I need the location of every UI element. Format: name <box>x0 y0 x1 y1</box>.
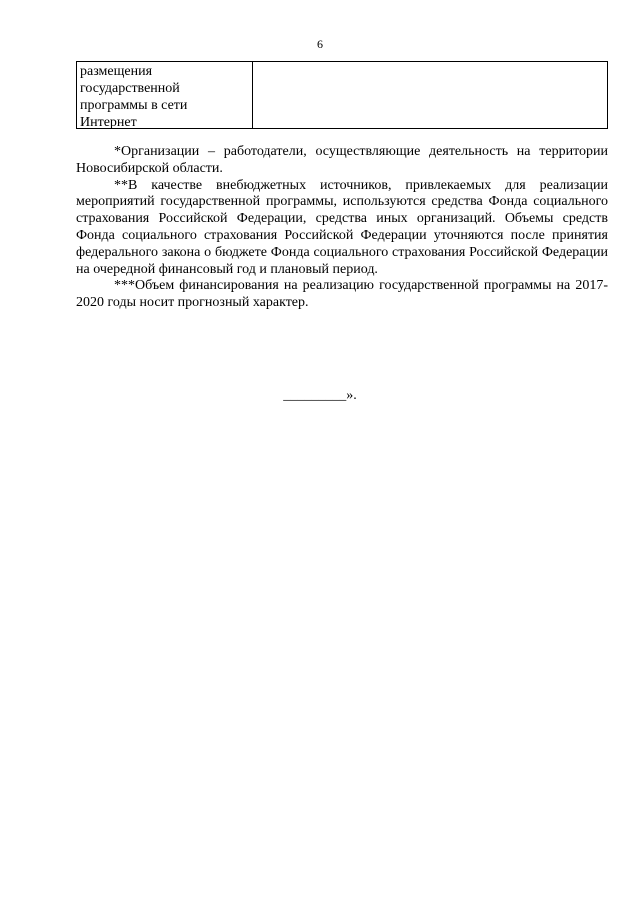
closing-line: _________». <box>283 388 357 403</box>
table-cell-line: размещения <box>80 64 153 79</box>
program-table-fragment <box>76 61 608 129</box>
page-number: 6 <box>317 37 323 51</box>
table-cell-right <box>253 62 607 128</box>
table-cell-line: государственной <box>80 81 180 96</box>
footnote-employers: *Организации – работодатели, осуществляющие деятельность на территории Новосибирской области. <box>76 144 608 176</box>
table-cell-line: Интернет <box>80 115 137 130</box>
table-cell-line: программы в сети <box>80 98 188 113</box>
footnote-extrabudgetary-sources: **В качестве внебюджетных источников, привлекаемых для реализации мероприятий государственной программы, используются средства Фонда социального страхования Российской Федерации, средства иных организаций. Объемы средств Фонда социального страхования Российской Федерации уточняются после принятия федерального закона о бюджете Фонда социального страхования Российской Федерации на очередной финансовый год и плановый период. <box>76 177 608 277</box>
footnote-forecast-financing: ***Объем финансирования на реализацию государственной программы на 2017-2020 годы носит прогнозный характер. <box>76 278 608 311</box>
table-cell-left <box>77 62 253 128</box>
footnotes <box>76 144 608 312</box>
